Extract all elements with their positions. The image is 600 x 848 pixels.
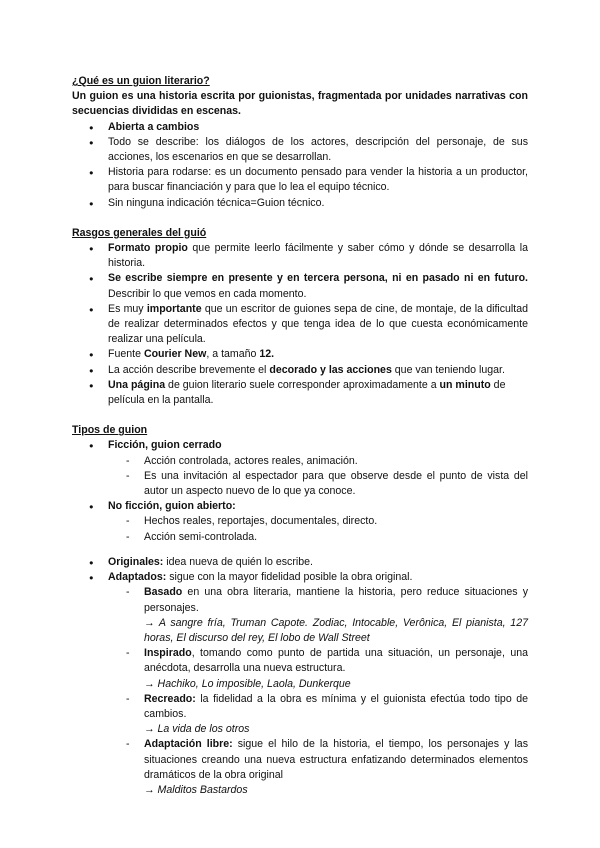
bold-text: Formato propio bbox=[108, 242, 188, 255]
bold-text: Originales: bbox=[108, 555, 164, 568]
text: idea nueva de quién lo escribe. bbox=[163, 555, 313, 568]
list-item: ● Todo se describe: los diálogos de los actores, descripción del personaje, de sus acciones, los escenarios en que se desarrollan. bbox=[72, 135, 528, 165]
example-films: → A sangre fría, Truman Capote. Zodiac, Intocable, Verônica, El pianista, 127 horas, El discurso del rey, El lobo de Wall Street bbox=[144, 616, 528, 644]
sub-list-item bbox=[72, 585, 528, 646]
list-item: ● Sin ninguna indicación técnica=Guion técnico. bbox=[72, 196, 528, 211]
bold-text: Se escribe siempre en presente y en tercera persona, ni en pasado ni en futuro. bbox=[108, 272, 528, 285]
text: La acción describe brevemente el bbox=[108, 363, 270, 376]
bold-text: Inspirado bbox=[144, 647, 192, 660]
list-item bbox=[72, 363, 528, 378]
text: que van teniendo lugar. bbox=[391, 363, 505, 376]
example-films: → Hachiko, Lo imposible, Laola, Dunkerque bbox=[144, 677, 351, 690]
text: que un escritor de guiones sepa de cine, de montaje, de la dificultad de realizar determinados efectos y que tenga idea de lo que cuesta económicamente realizar una película. bbox=[108, 302, 529, 346]
example-films: → Malditos Bastardos bbox=[144, 783, 248, 796]
list-rasgos bbox=[72, 241, 528, 408]
text: de película en la pantalla. bbox=[108, 378, 506, 407]
sub-list-item bbox=[72, 692, 528, 738]
text: , tomando como punto de partida una situación, un personaje, una anécdota, desarrolla una nueva estructura. bbox=[144, 647, 528, 675]
text: en una obra literaria, mantiene la historia, pero reduce situaciones y personajes. bbox=[144, 586, 528, 614]
text: que permite leerlo fácilmente y saber cómo y dónde se desarrolla la historia. bbox=[108, 242, 528, 270]
example-films: → La vida de los otros bbox=[144, 723, 250, 736]
list-item: ● Historia para rodarse: es un documento pensado para vender la historia a un productor, para buscar financiación y para que lo lea el equipo técnico. bbox=[72, 165, 528, 195]
text: Describir lo que vemos en cada momento. bbox=[108, 287, 307, 300]
sub-list-item bbox=[72, 737, 528, 798]
section-title-que-es: ¿Qué es un guion literario? bbox=[72, 75, 210, 87]
text: sigue el hilo de la historia, el tiempo, los personajes y las situaciones creando una nueva estructura enfatizando determinados elementos dramáticos de la obra original bbox=[144, 738, 528, 781]
list-item bbox=[72, 302, 528, 348]
bold-text: Adaptados: bbox=[108, 571, 167, 584]
list-item bbox=[72, 241, 528, 271]
text: sigue con la mayor fidelidad posible la obra original. bbox=[166, 571, 413, 584]
sub-list-item: - Acción controlada, actores reales, animación. bbox=[72, 454, 528, 469]
list-que-es bbox=[72, 120, 528, 211]
bold-text: Recreado: bbox=[144, 692, 196, 705]
list-origen bbox=[72, 555, 528, 798]
bold-text: importante bbox=[146, 302, 202, 315]
list-tipos bbox=[72, 438, 528, 544]
sub-list-item: - Es una invitación al espectador para que observe desde el punto de vista del autor un aspecto nuevo de lo que ya conoce. bbox=[72, 469, 528, 499]
section-title-rasgos: Rasgos generales del guió bbox=[72, 226, 207, 239]
list-item bbox=[72, 570, 528, 585]
section-title-tipos: Tipos de guion bbox=[72, 424, 148, 437]
sub-list-item: - Acción semi-controlada. bbox=[72, 530, 528, 545]
text: de guion literario suele corresponder aproximadamente a bbox=[165, 378, 440, 391]
text: , a tamaño bbox=[206, 348, 260, 361]
text: Es muy bbox=[108, 302, 147, 315]
document-page bbox=[72, 74, 528, 798]
bold-text: Una página bbox=[108, 378, 166, 391]
text: la fidelidad a la obra es mínima y el guionista efectúa todo tipo de cambios. bbox=[144, 692, 528, 720]
bold-text: un minuto bbox=[439, 378, 491, 391]
list-item bbox=[72, 378, 528, 408]
list-item: ● Abierta a cambios bbox=[72, 120, 528, 135]
bold-text: decorado y las acciones bbox=[269, 363, 392, 376]
bold-text: Adaptación libre: bbox=[144, 738, 233, 751]
text: Fuente bbox=[108, 348, 144, 361]
list-item: ● No ficción, guion abierto: bbox=[72, 499, 528, 514]
sub-list-item: - Hechos reales, reportajes, documentales, directo. bbox=[72, 514, 528, 529]
list-item: ● Ficción, guion cerrado bbox=[72, 438, 528, 453]
bold-text: 12. bbox=[259, 348, 275, 361]
list-item bbox=[72, 271, 528, 301]
intro-definition: Un guion es una historia escrita por guionistas, fragmentada por unidades narrativas con secuencias divididas en escenas. bbox=[72, 90, 528, 118]
sub-list-item bbox=[72, 646, 528, 692]
list-item bbox=[72, 555, 528, 570]
bold-text: Basado bbox=[144, 586, 183, 599]
list-item bbox=[72, 347, 528, 362]
bold-text: Courier New bbox=[143, 348, 207, 361]
